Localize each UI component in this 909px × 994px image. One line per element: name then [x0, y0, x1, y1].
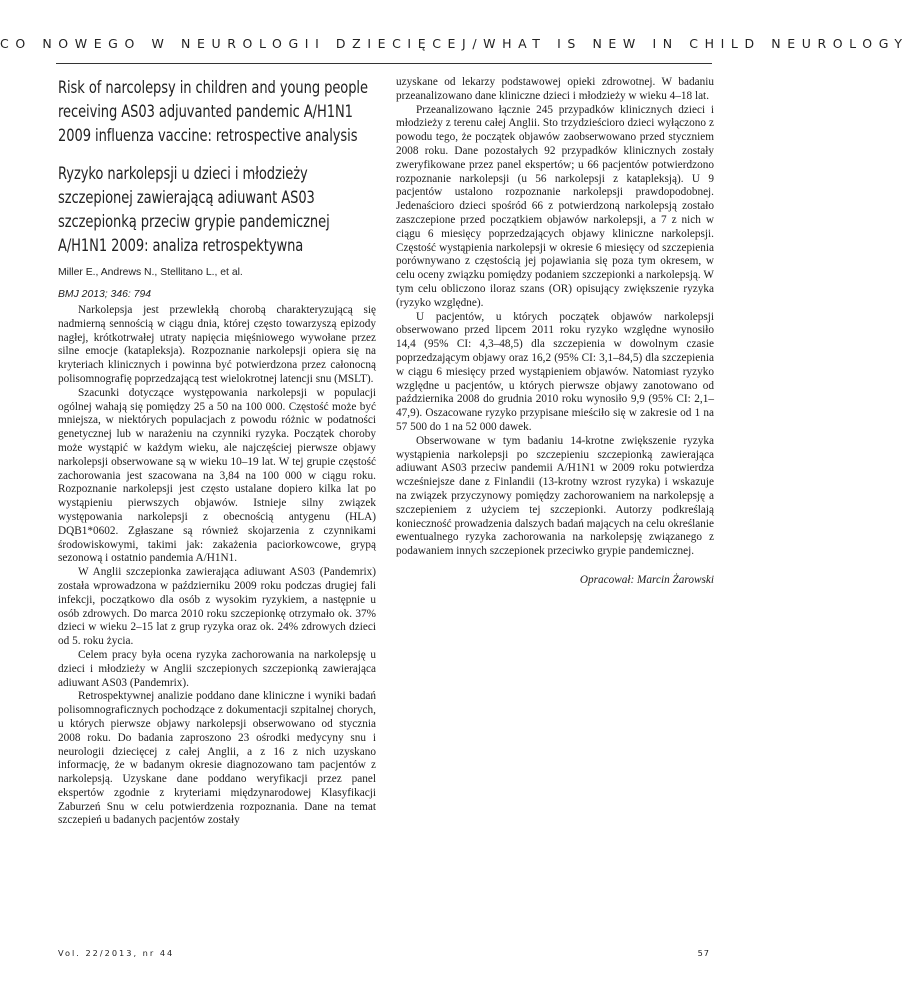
- right-column: [396, 76, 714, 587]
- body-paragraph-continued: uzyskane od lekarzy podstawowej opieki zdrowotnej. W badaniu przeanalizowano dane kliniczne dzieci i młodzieży w wieku 4–18 lat.: [396, 76, 714, 102]
- body-paragraph: Obserwowane w tym badaniu 14-krotne zwiększenie ryzyka wystąpienia narkolepsji po szczepieniu szczepionką zawierająca adiuwant AS03 przeciw pandemii A/H1N1 w 2009 roku potwierdza wcześniejsze dane z Finlandii (13-krotny wzrost ryzyka) i wskazuje na związek przyczynowy pomiędzy zachorowaniem na narkolepsję a szczepieniem z użyciem tej szczepionki. Autorzy podkreślają konieczność prowadzenia dalszych badań mających na celu określanie ewentualnego ryzyka zachorowania na narkolepsję związanego z podawaniem innych szczepionek przeciwko grypie pandemicznej.: [396, 434, 714, 558]
- article-title-english: Risk of narcolepsy in children and young people receiving AS03 adjuvanted pandemic A/H1N1 2009 influenza vaccine: retrospective analysis: [58, 78, 368, 146]
- body-paragraph: U pacjentów, u których początek objawów narkolepsji obserwowano przed lipcem 2011 roku ryzyko względne wynosiło 14,4 (95% CI: 4,3–48,5) dla szczepienia w dowolnym czasie poprzedzającym objawy oraz 16,2 (95% CI: 3,1–84,5) dla szczepienia w ciągu 6 miesięcy przed wystąpieniem objawów. Natomiast ryzyko względne u pacjentów, u których pierwsze objawy zanotowano od października 2008 do grudnia 2010 roku wynosiło 9,9 (95% CI: 2,1–47,9). Oszacowane ryzyko przypisane mieściło się w zakresie od 1 na 57 500 do 1 na 52 000 dawek.: [396, 310, 714, 433]
- article-citation: BMJ 2013; 346: 794: [58, 289, 152, 300]
- footer-page-number: 57: [697, 948, 710, 958]
- body-paragraph: Retrospektywnej analizie poddano dane kliniczne i wyniki badań polisomnograficznych pochodzące z dokumentacji szpitalnej chorych, u których pierwsze objawy narkolepsji obserwowano od stycznia 2008 roku. Do badania zaproszono 23 ośrodki medycyny snu i neurologii dziecięcej z całej Anglii, a z 16 z nich uzyskano informację, że w badanym okresie diagnozowano tam pacjentów z narkolepsją. Uzyskane dane poddano weryfikacji przez panel ekspertów zgodnie z kryteriami międzynarodowej Klasyfikacji Zaburzeń Snu w celu potwierdzenia rozpoznania. Dane na temat szczepień u badanych pacjentów zostały: [58, 690, 376, 827]
- article-authors: Miller E., Andrews N., Stellitano L., et al.: [58, 267, 243, 278]
- body-paragraph: Celem pracy była ocena ryzyka zachorowania na narkolepsję u dzieci i młodzieży w Anglii szczepionych szczepionką zawierająca adiuwant AS03 (Pandemrix).: [58, 648, 376, 689]
- footer-volume: Vol. 22/2013, nr 44: [58, 948, 175, 958]
- running-head: CO NOWEGO W NEUROLOGII DZIECIĘCEJ/WHAT IS NEW IN CHILD NEUROLOGY: [0, 36, 909, 51]
- body-paragraph: Szacunki dotyczące występowania narkolepsji w populacji ogólnej wahają się pomiędzy 25 a 50 na 100 000. Częstość może być mniejsza, w niektórych populacjach z powodu różnic w podatności genetycznej lub w narażeniu na czynniki ryzyka. Początek choroby może wystąpić w każdym wieku, ale najczęściej pierwsze objawy narkolepsji obserwowane są w wieku 10–19 lat. W tej grupie częstość zachorowania jest szacowana na 3,84 na 100 000 w ciągu roku. Rozpoznanie narkolepsji jest często ustalane dopiero kilka lat po wystąpieniu pierwszych objawów. Istnieje silny związek występowania narkolepsji z obecnością antygenu (HLA) DQB1*0602. Zgłaszane są również skojarzenia z czynnikami środowiskowymi, takimi jak: zakażenia paciorkowcowe, grypą sezonową i ostatnio pandemia A/H1N1.: [58, 386, 376, 565]
- body-paragraph: Narkolepsja jest przewlekłą chorobą charakteryzującą się nadmierną sennością w ciągu dnia, której często towarzyszą epizody nagłej, krótkotrwałej utraty napięcia mięśniowego wywołane przez silne emocje (katapleksja). Rozpoznanie narkolepsji opiera się na kryteriach klinicznych i powinna być potwierdzona przez całonocną polisomnografię poprzedzającą test wielokrotnej latencji snu (MSLT).: [58, 304, 376, 385]
- header-rule: [56, 63, 712, 64]
- body-paragraph: Przeanalizowano łącznie 245 przypadków klinicznych dzieci i młodzieży z terenu całej Anglii. Sto trzydzieścioro dzieci wyłączono z powodu tego, że początek objawów zaobserwowano przed styczniem 2008 roku. Dane pozostałych 92 przypadków klinicznych zostały zweryfikowane przez panel ekspertów; u 66 pacjentów potwierdzono rozpoznanie narkolepsji (u 56 narkolepsji z katapleksją). U 9 pacjentów ustalono rozpoznanie narkolepsji prawdopodobnej. Jedenaścioro dzieci spośród 66 z potwierdzoną narkolepsją zostało zaszczepione przed początkiem objawów narkolepsji, a 7 z nich w ciągu 6 miesięcy poprzedzających objawy kliniczne narkolepsji. Częstość wystąpienia narkolepsji w okresie 6 miesięcy od szczepienia porównywano z częstością jej pojawiania się poza tym okresem, w celu oceny związku pomiędzy podaniem szczepionki a narkolepsją. W tym celu obliczono iloraz szans (OR) opisujący zwiększenie ryzyka (ryzyko względne).: [396, 103, 714, 309]
- body-paragraph: W Anglii szczepionka zawierająca adiuwant AS03 (Pandemrix) została wprowadzona w październiku 2009 roku podczas drugiej fali infekcji, początkowo dla osób z wysokim ryzykiem, a następnie u osób zdrowych. Do marca 2010 roku szczepionkę otrzymało ok. 37% dzieci w wieku 2–15 lat z grup ryzyka oraz ok. 24% zdrowych dzieci od 5. roku życia.: [58, 566, 376, 648]
- article-title-polish: Ryzyko narkolepsji u dzieci i młodzieży szczepionej zawierającą adiuwant AS03 szczepionką przeciw grypie pandemicznej A/H1N1 2009: analiza retrospektywna: [58, 164, 330, 256]
- author-signature: Opracował: Marcin Żarowski: [579, 573, 714, 586]
- left-column: [58, 76, 376, 828]
